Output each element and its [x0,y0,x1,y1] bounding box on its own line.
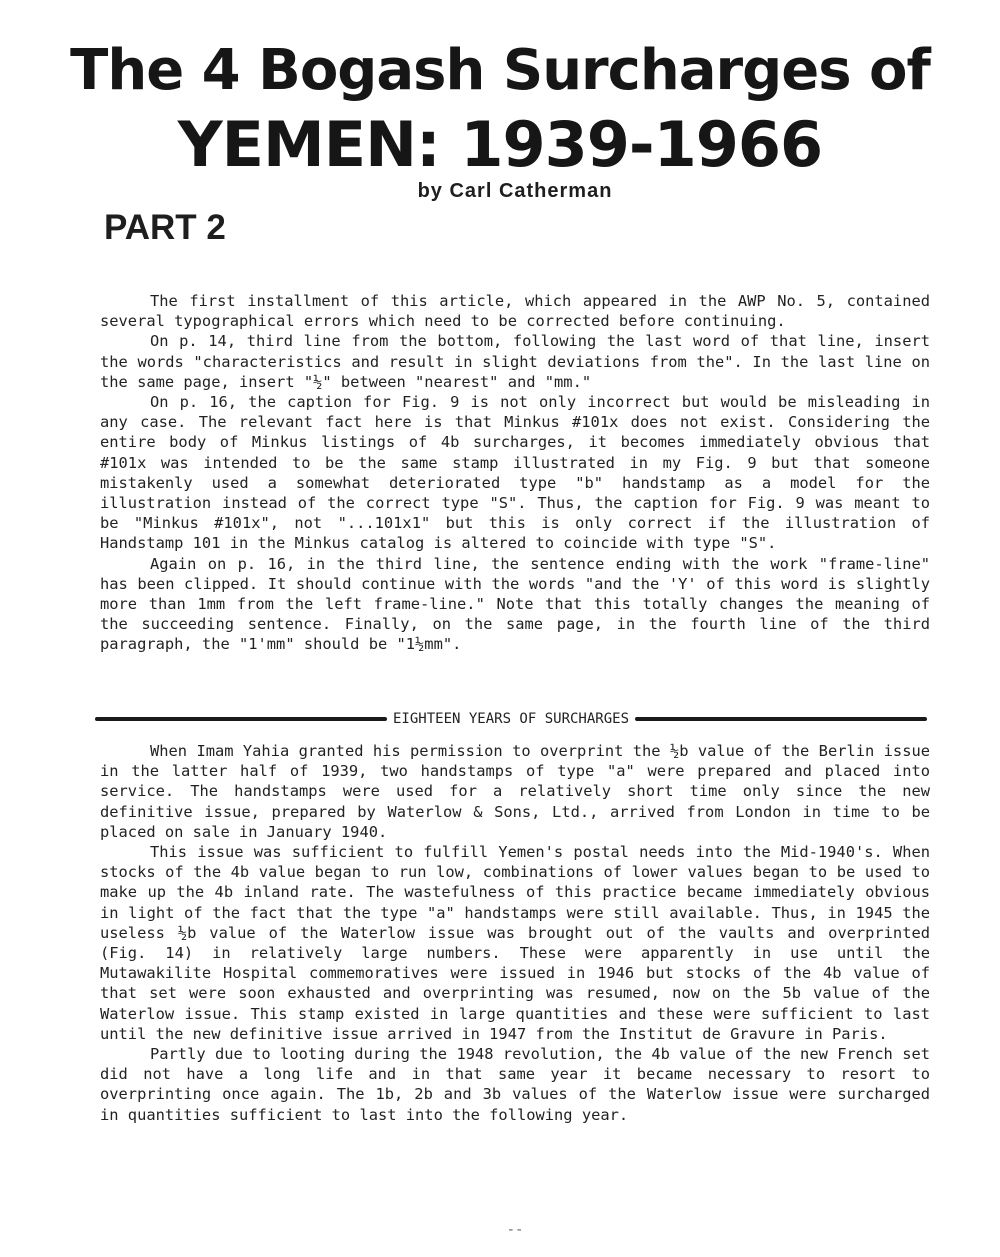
surcharges-section [100,741,930,1125]
part-heading: PART 2 [104,208,226,247]
intro-paragraph-4: Again on p. 16, in the third line, the sentence ending with the work "frame-line" has been clipped. It should continue with the words "and the 'Y' of this word is slightly more than 1mm from the left frame-line." Note that this totally changes the meaning of the succeeding sentence. Finally, on the same page, in the fourth line of the third paragraph, the "1'mm" should be "1½mm". [100,554,930,654]
article-title-line-2: YEMEN: 1939-1966 [177,108,823,181]
article-title-line-1: The 4 Bogash Surcharges of [70,38,930,103]
page-number: -- [506,1222,524,1238]
divider-rule-right [635,717,927,721]
section-paragraph-1: When Imam Yahia granted his permission to overprint the ½b value of the Berlin issue in the latter half of 1939, two handstamps of type "a" were prepared and placed into service. The handstamps were used for a relatively short time only since the new definitive issue, prepared by Waterlow & Sons, Ltd., arrived from London in time to be placed on sale in January 1940. [100,742,930,841]
divider-rule-left [95,717,387,721]
section-divider [95,707,927,731]
intro-section [100,291,930,655]
section-paragraph-2: This issue was sufficient to fulfill Yemen's postal needs into the Mid-1940's. When stocks of the 4b value began to run low, combinations of lower values began to be used to make up the 4b inland rate. The wastefulness of this practice became immediately obvious in light of the fact that the type "a" handstamps were still available. Thus, in 1945 the useless ½b value of the Waterlow issue was brought out of the vaults and overprinted (Fig. 14) in relatively large numbers. These were apparently in use until the Mutawakilite Hospital commemoratives were issued in 1946 but stocks of the 4b value of that set were soon exhausted and overprinting was resumed, now on the 5b value of the Waterlow issue. This stamp existed in large quantities and these were sufficient to last until the new definitive issue arrived in 1947 from the Institut de Gravure in Paris. [100,843,930,1043]
section-paragraph-3: Partly due to looting during the 1948 revolution, the 4b value of the new French set did not have a long life and in that same year it became necessary to resort to overprinting once again. The 1b, 2b and 3b values of the Waterlow issue were surcharged in quantities sufficient to last into the following year. [100,1045,930,1124]
intro-paragraph-3: On p. 16, the caption for Fig. 9 is not only incorrect but would be misleading in any case. The relevant fact here is that Minkus #101x does not exist. Considering the entire body of Minkus listings of 4b surcharges, it becomes immediately obvious that #101x was intended to be the same stamp illustrated in my Fig. 9 but that someone mistakenly used a somewhat deteriorated type "b" handstamp as a model for the illustration instead of the correct type "S". Thus, the caption for Fig. 9 was meant to be "Minkus #101x", not "...101x1" but this is only correct if the illustration of Handstamp 101 in the Minkus catalog is altered to coincide with type "S". [100,393,930,553]
section-heading: EIGHTEEN YEARS OF SURCHARGES [393,711,630,727]
intro-paragraph-1: The first installment of this article, which appeared in the AWP No. 5, contained several typographical errors which need to be corrected before continuing. [100,292,930,331]
intro-paragraph-2: On p. 14, third line from the bottom, following the last word of that line, insert the words "characteristics and result in slight deviations from the". In the last line on the same page, insert "½" between "nearest" and "mm." [100,332,930,391]
byline: by Carl Catherman [417,180,613,202]
